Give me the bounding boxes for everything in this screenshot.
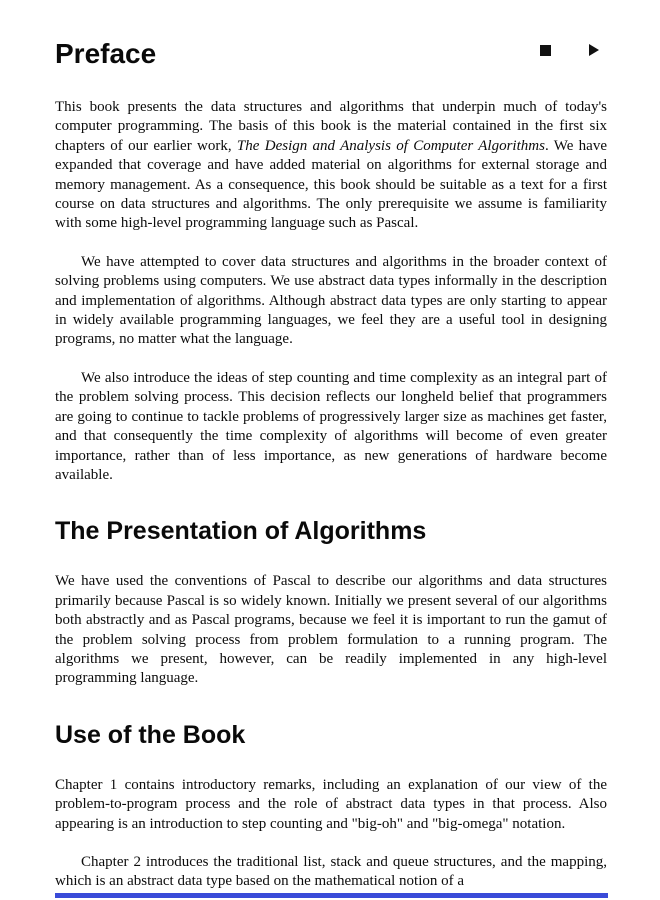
paragraph-broader-context: We have attempted to cover data structures and algorithms in the broader context of solving problems using computers. We use abstract data types informally in the description and implementation of algorithms. Although abstract data types are only starting to appear in widely available programming languages, we feel they are a useful tool in designing programs, no matter what the language. [55, 253, 607, 348]
document-body [55, 98, 607, 892]
paragraph-intro [55, 98, 607, 234]
paragraph-chapter1: Chapter 1 contains introductory remarks, including an explanation of our view of the problem-to-program process and the role of abstract data types in that process. Also appearing is an introduction to step counting and "big-oh" and "big-omega" notation. [55, 776, 607, 832]
paragraph-chapter2: Chapter 2 introduces the traditional list, stack and queue structures, and the mapping, which is an abstract data type based on the mathematical notion of a [55, 853, 607, 890]
next-page-icon[interactable] [589, 44, 599, 56]
viewer-controls [540, 38, 607, 56]
paragraph-time-complexity: We also introduce the ideas of step counting and time complexity as an integral part of the problem solving process. This decision reflects our longheld belief that programmers are going to continue to tackle problems of progressively larger size as machines get faster, and that consequently the time complexity of algorithms will become of even greater importance, rather than of less importance, as new generations of hardware become available. [55, 369, 607, 483]
section-heading-use-of-book: Use of the Book [55, 720, 246, 749]
stop-square-icon[interactable] [540, 45, 551, 56]
paragraph-intro-text-after: . We have expanded that coverage and have added material on algorithms for external storage and memory management. As a consequence, this book should be suitable as a text for a first course on data structures and algorithms. The only prerequisite we assume is familiarity with some high-level programming language such as Pascal. [55, 137, 607, 232]
paragraph-intro-text-before: This book presents the data structures and algorithms that underpin much of today's computer programming. The basis of this book is the material contained in the first six chapters of our earlier work, [55, 99, 607, 154]
title-row [55, 38, 607, 70]
section-heading-presentation: The Presentation of Algorithms [55, 517, 427, 546]
paragraph-pascal-conventions: We have used the conventions of Pascal to describe our algorithms and data structures primarily because Pascal is so widely known. Initially we present several of our algorithms both abstractly and as Pascal programs, because we feel it is important to run the gamut of the problem solving process from problem formulation to a running program. The algorithms we present, however, can be readily implemented in any high-level programming language. [55, 573, 607, 687]
bottom-progress-bar [55, 893, 608, 898]
book-title-reference: The Design and Analysis of Computer Algorithms [236, 137, 545, 154]
page-title: Preface [55, 38, 157, 69]
